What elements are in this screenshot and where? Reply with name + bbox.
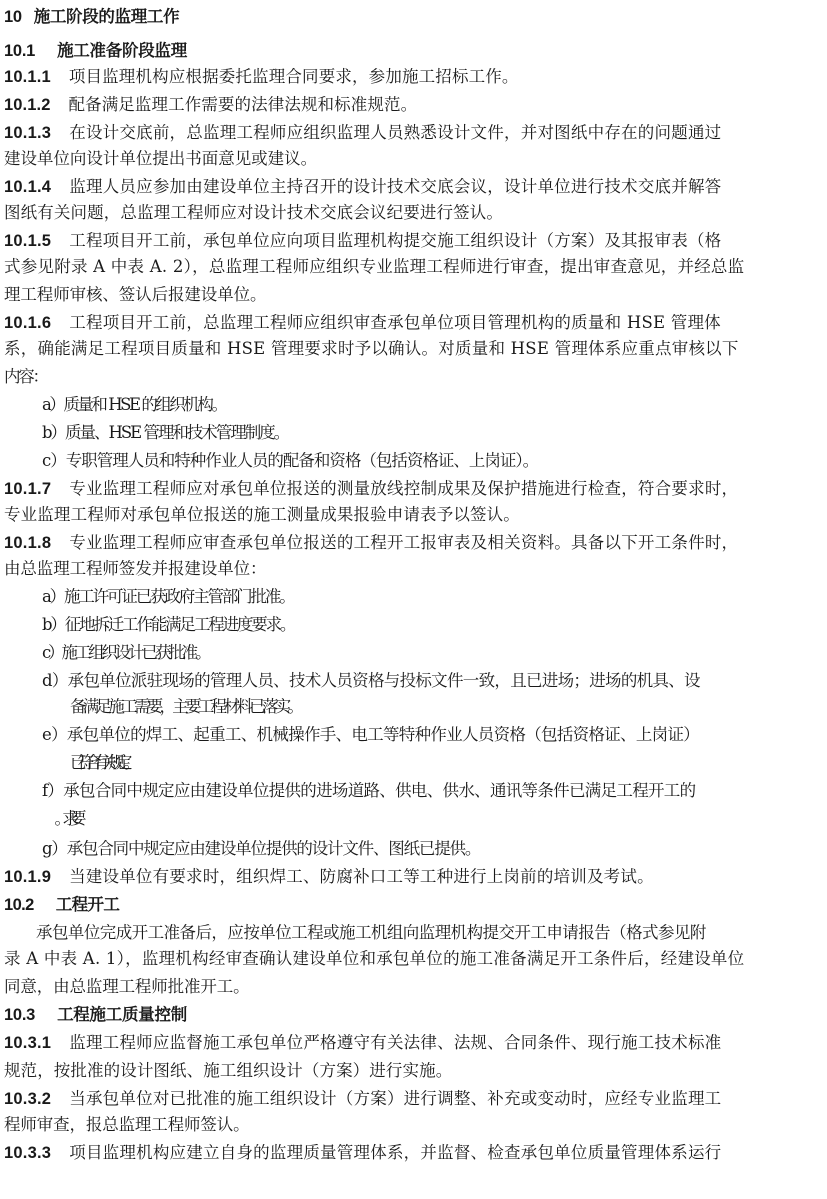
line-text: 程师审查，报总监理工程师签认。 <box>4 1115 250 1134</box>
text-line <box>0 256 827 278</box>
line-text: d）承包单位派驻现场的管理人员、技术人员资格与投标文件一致，且已进场；进场的机具、设 <box>42 671 700 690</box>
line-text: 图纸有关问题，总监理工程师应对设计技术交底会议纪要进行签认。 <box>4 203 503 222</box>
clause-number: 10.1.5 <box>4 232 52 250</box>
clause-number: 10.1.4 <box>4 178 52 196</box>
line-text: 内容： <box>4 367 47 386</box>
text-line <box>0 422 827 444</box>
line-text: 规范，按批准的设计图纸、施工组织设计（方案）进行实施。 <box>4 1061 453 1080</box>
text-line <box>0 642 827 664</box>
text-line <box>0 148 827 170</box>
line-text: g）承包合同中规定应由建设单位提供的设计文件、图纸已提供。 <box>42 839 481 858</box>
clause-number: 10.1.8 <box>4 534 52 552</box>
line-text: 系，确能满足工程项目质量和 HSE 管理要求时予以确认。对质量和 HSE 管理体系应重点审核以下 <box>4 339 739 358</box>
text-line <box>0 478 827 500</box>
line-text: 在设计交底前，总监理工程师应组织监理人员熟悉设计文件，并对图纸中存在的问题通过 <box>69 123 722 142</box>
text-line <box>0 586 827 608</box>
line-text: 项目监理机构应根据委托监理合同要求，参加施工招标工作。 <box>68 67 519 86</box>
text-line <box>0 976 827 998</box>
text-line <box>0 1114 827 1136</box>
text-line <box>0 866 827 888</box>
text-line <box>0 670 827 692</box>
clause-number: 10.3 <box>4 1006 36 1024</box>
text-line <box>0 1088 827 1110</box>
text-line <box>0 284 827 306</box>
line-text: 理工程师审核、签认后报建设单位。 <box>4 285 267 304</box>
section-heading <box>0 6 827 28</box>
section-heading <box>0 894 827 916</box>
line-text: 专业监理工程师应对承包单位报送的测量放线控制成果及保护措施进行检查，符合要求时， <box>69 479 739 498</box>
clause-number: 10.1.2 <box>4 96 51 114</box>
clause-number: 10.1.9 <box>4 868 52 886</box>
clause-number: 10.1.6 <box>4 314 52 332</box>
line-text: a）施工许可证已获政府主管部门批准。 <box>42 587 294 606</box>
section-heading <box>0 40 827 62</box>
line-text: c）施工组织设计已获批准。 <box>42 643 209 662</box>
line-text: 监理工程师应监督施工承包单位严格遵守有关法律、法规、合同条件、现行施工技术标准 <box>69 1033 722 1052</box>
line-text: 已符合有关规定。 <box>70 753 132 772</box>
line-text: 项目监理机构应建立自身的监理质量管理体系，并监督、检查承包单位质量管理体系运行 <box>69 1143 722 1162</box>
text-line <box>0 922 827 944</box>
line-text: 监理人员应参加由建设单位主持召开的设计技术交底会议，设计单位进行技术交底并解答 <box>69 177 722 196</box>
clause-number: 10.3.3 <box>4 1144 52 1162</box>
line-text: a）质量和 HSE 的组织机构。 <box>42 395 226 414</box>
text-line <box>0 780 827 802</box>
text-line <box>0 394 827 416</box>
text-line <box>0 450 827 472</box>
line-text: 承包单位完成开工准备后，应按单位工程或施工机组向监理机构提交开工申请报告（格式参见附 <box>36 923 706 942</box>
line-text: 式参见附录 A 中表 A. 2），总监理工程师应组织专业监理工程师进行审查，提出审查意见，并经总监 <box>4 257 745 276</box>
heading-text: 施工准备阶段监理 <box>57 41 187 60</box>
clause-number: 10.3.2 <box>4 1090 52 1108</box>
line-text: 备满足施工需要，主要工程材料已落实。 <box>70 697 301 716</box>
line-text: 由总监理工程师签发并报建设单位： <box>4 559 267 578</box>
text-line <box>0 558 827 580</box>
text-line <box>0 614 827 636</box>
text-line <box>0 94 827 116</box>
line-text: 工程项目开工前，总监理工程师应组织审查承包单位项目管理机构的质量和 HSE 管理体 <box>69 313 721 332</box>
clause-number: 10.1 <box>4 42 36 60</box>
clause-number: 10.3.1 <box>4 1034 52 1052</box>
section-heading <box>0 1004 827 1026</box>
text-line <box>0 1060 827 1082</box>
text-line <box>0 366 827 388</box>
clause-number: 10.2 <box>4 896 34 914</box>
clause-number: 10.1.7 <box>4 480 52 498</box>
text-line <box>0 948 827 970</box>
line-text: c）专职管理人员和特种作业人员的配备和资格（包括资格证、上岗证）。 <box>42 451 539 470</box>
line-text: 专业监理工程师应审查承包单位报送的工程开工报审表及相关资料。具备以下开工条件时， <box>69 533 739 552</box>
text-line <box>0 1032 827 1054</box>
text-line <box>0 838 827 860</box>
text-line <box>0 696 827 718</box>
line-text: 当承包单位对已批准的施工组织设计（方案）进行调整、补充或变动时，应经专业监理工 <box>69 1089 722 1108</box>
text-line <box>0 312 827 334</box>
clause-number: 10.1.1 <box>4 68 51 86</box>
text-line <box>0 808 827 830</box>
line-text: 当建设单位有要求时，组织焊工、防腐补口工等工种进行上岗前的培训及考试。 <box>69 867 654 886</box>
line-text: 工程项目开工前，承包单位应向项目监理机构提交施工组织设计（方案）及其报审表（格 <box>69 231 722 250</box>
clause-number: 10.1.3 <box>4 124 52 142</box>
line-text: 建设单位向设计单位提出书面意见或建议。 <box>4 149 318 168</box>
line-text: b）征地拆迁工作能满足工程进度要求。 <box>42 615 295 634</box>
text-line <box>0 1142 827 1164</box>
line-text: 配备满足监理工作需要的法律法规和标准规范。 <box>68 95 418 114</box>
text-line <box>0 504 827 526</box>
clause-number: 10 <box>4 8 22 26</box>
text-line <box>0 338 827 360</box>
heading-text: 工程开工 <box>55 895 120 914</box>
line-text: 专业监理工程师对承包单位报送的施工测量成果报验申请表予以签认。 <box>4 505 520 524</box>
text-line <box>0 176 827 198</box>
text-line <box>0 66 827 88</box>
text-line <box>0 230 827 252</box>
heading-text: 工程施工质量控制 <box>57 1005 187 1024</box>
text-line <box>0 202 827 224</box>
line-text: b）质量、HSE 管理和技术管理制度。 <box>42 423 289 442</box>
text-line <box>0 122 827 144</box>
line-text: 同意，由总监理工程师批准开工。 <box>4 977 250 996</box>
heading-text: 施工阶段的监理工作 <box>33 7 180 26</box>
line-text: 录 A 中表 A. 1），监理机构经审查确认建设单位和承包单位的施工准备满足开工条件后，经建设单位 <box>4 949 745 968</box>
text-line <box>0 532 827 554</box>
line-text: e）承包单位的焊工、起重工、机械操作手、电工等特种作业人员资格（包括资格证、上岗证） <box>42 725 700 744</box>
text-line <box>0 752 827 774</box>
text-line <box>0 724 827 746</box>
line-text: f）承包合同中规定应由建设单位提供的进场道路、供电、供水、通讯等条件已满足工程开工的 <box>42 781 696 800</box>
